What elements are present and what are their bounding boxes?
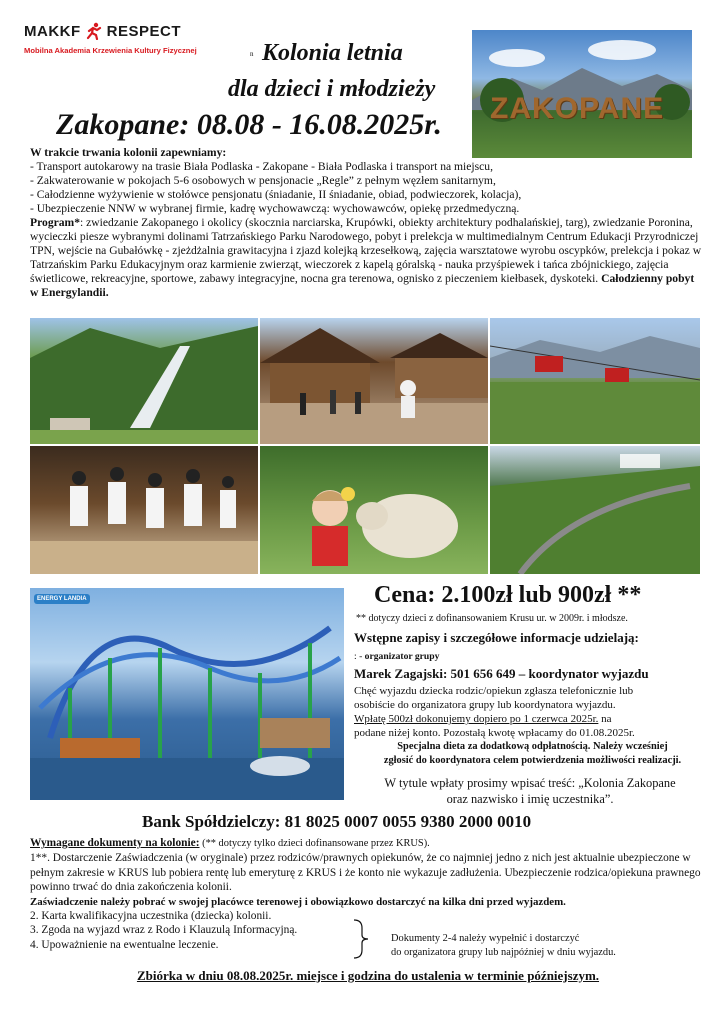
transfer-title-line-1: W tytule wpłaty prosimy wpisać treść: „Kolonia Zakopane [384, 776, 676, 790]
document-item-1: 1**. Dostarczenie Zaświadczenia (w oryginale) przez rodziców/prawnych opiekunów, że co najmniej jedno z nich jest aktualnie ubezpieczone w pełnym zakresie w KRUS lub pobiera rentę lub emeryturę z KRUS i że konto nie wykazuje zadłużenia. Ubezpieczenie rodzica/opiekuna prawnego powinno trwać do dnia zakończenia kolonii. [30, 852, 701, 894]
krupowki-street-photo [260, 318, 488, 444]
program-text: : zwiedzanie Zakopanego i okolicy (skocznia narciarska, Krupówki, obiekty architektury podhalańskiej, targ), zwiedzanie Poronina, wycieczki piesze wybranymi dolinami Tatrzańskiego Parku Narodowego, pobyt i prelekcja w multimedialnym Centrum Edukacji Przyrodniczej TPN, wejście na Gubałówkę - zjeżdżalnia grawitacyjna i zjazd kolejką krzesełkową, zajęcia warsztatowe wyrobu oscypków, prelekcja i pokaz w Tatrzańskim Parku Edukacyjnym oraz karmienie zwierząt, wieczorek z kapelą góralską - nauka przyśpiewek i tańca zbójnickiego, zajęcia świetlicowe, rekreacyjne, sportowe, zabawy integracyjne, nocna gra terenowa, ognisko z pieczeniem kiełbasek, dyskoteki. [30, 216, 702, 285]
intro-item-transport: - Transport autokarowy na trasie Biała Podlaska - Zakopane - Biała Podlaska i transport na miejscu, [30, 160, 493, 173]
zakopane-sign-letters: ZAKOPANE [490, 92, 665, 125]
ski-jump-photo [30, 318, 258, 444]
certificate-note: Zaświadczenie należy pobrać w swojej placówce terenowej i obowiązkowo dostarczyć na kilka dni przed wyjazdem. [30, 895, 566, 908]
intro-item-lodging: - Zakwaterowanie w pokojach 5-6 osobowych w pensjonacie „Regle” z pełnym węzłem sanitarnym, [30, 174, 496, 187]
transfer-title-note [354, 775, 706, 807]
title-line-1: Kolonia letnia [262, 40, 403, 66]
bank-account: Bank Spółdzielczy: 81 8025 0007 0055 9380 2000 0010 [142, 812, 532, 831]
price-heading: Cena: 2.100zł lub 900zł ** [374, 582, 642, 608]
logo-word-respect: RESPECT [106, 22, 182, 40]
intro-section [30, 146, 702, 300]
runner-icon [85, 22, 103, 40]
highlander-dance-photo [30, 446, 258, 574]
diet-line-2: zgłosić do koordynatora celem potwierdzenia możliwości realizacji. [383, 755, 682, 766]
side-note-line-2: do organizatora grupy lub najpóźniej w dniu wyjazdu. [391, 947, 616, 958]
signup-line-1: Chęć wyjazdu dziecka rodzic/opiekun zgłasza telefonicznie lub [354, 685, 634, 697]
documents-heading: Wymagane dokumenty na kolonie: [30, 837, 200, 849]
organizer-prefix: : - [354, 651, 365, 662]
signup-info [354, 684, 706, 740]
side-note-line-1: Dokumenty 2-4 należy wypełnić i dostarczyć [391, 933, 580, 944]
logo-word-makkf: MAKKF [24, 22, 81, 40]
intro-item-insurance: - Ubezpieczenie NNW w wybranej firmie, kadrę wychowawczą: wychowawców, opiekę przedmedyczną. [30, 202, 520, 215]
intro-heading: W trakcie trwania kolonii zapewniamy: [30, 146, 227, 159]
zakopane-sign-photo [472, 30, 692, 158]
document-item-4: 4. Upoważnienie na ewentualne leczenie. [30, 938, 219, 951]
payment-line-1-rest: na [598, 713, 612, 725]
brace-icon [352, 918, 372, 960]
energylandia-logo: ENERGY LANDIA [34, 594, 90, 604]
price-note: ** dotyczy dzieci z dofinansowaniem Krusu ur. w 2009r. i młodsze. [356, 613, 628, 624]
diet-line-1: Specjalna dieta za dodatkową odpłatnością. Należy wcześniej [397, 741, 668, 752]
organizer-line [354, 651, 439, 662]
program-label: Program* [30, 216, 81, 229]
special-diet-note [360, 740, 705, 768]
title-small-mark: n [250, 50, 254, 58]
chairlift-photo [490, 318, 700, 444]
organizer-label: organizator grupy [364, 651, 440, 662]
title-line-2: dla dzieci i młodzieży [228, 76, 436, 102]
coordinator-contact: Marek Zagajski: 501 656 649 – koordynator wyjazdu [354, 666, 649, 681]
documents-side-note [391, 932, 616, 960]
payment-line-1 [354, 712, 706, 726]
girl-with-sheep-photo [260, 446, 488, 574]
gravity-slide-photo [490, 446, 700, 574]
signup-line-2: osobiście do organizatora grupy lub koordynatora wyjazdu. [354, 699, 616, 711]
program-paragraph [30, 216, 702, 300]
contact-heading: Wstępne zapisy i szczegółowe informacje udzielają: [354, 630, 639, 645]
document-item-3: 3. Zgoda na wyjazd wraz z Rodo i Klauzulą Informacyjną. [30, 924, 298, 937]
transfer-title-line-2: oraz nazwisko i imię uczestnika”. [446, 792, 614, 806]
energylandia-photo [30, 588, 344, 800]
meeting-point-note: Zbiórka w dniu 08.08.2025r. miejsce i godzina do ustalenia w terminie późniejszym. [136, 968, 600, 983]
logo-subtitle: Mobilna Akademia Krzewienia Kultury Fizycznej [24, 46, 197, 55]
program-energylandia: Całodzienny pobyt w Energylandii. [30, 272, 695, 299]
intro-item-meals: - Całodzienne wyżywienie w stołówce pensjonatu (śniadanie, II śniadanie, obiad, podwieczorek, kolacja), [30, 188, 522, 201]
payment-line-2: podane niżej konto. Pozostałą kwotę wpłacamy do 01.08.2025r. [354, 727, 635, 739]
trip-dates: Zakopane: 08.08 - 16.08.2025r. [56, 108, 442, 141]
organizer-logo [24, 22, 254, 70]
payment-deadline: Wpłatę 500zł dokonujemy dopiero po 1 czerwca 2025r. [354, 713, 599, 725]
documents-heading-note: (** dotyczy tylko dzieci dofinansowane przez KRUS). [199, 838, 430, 849]
document-item-2: 2. Karta kwalifikacyjna uczestnika (dziecka) kolonii. [30, 910, 272, 923]
